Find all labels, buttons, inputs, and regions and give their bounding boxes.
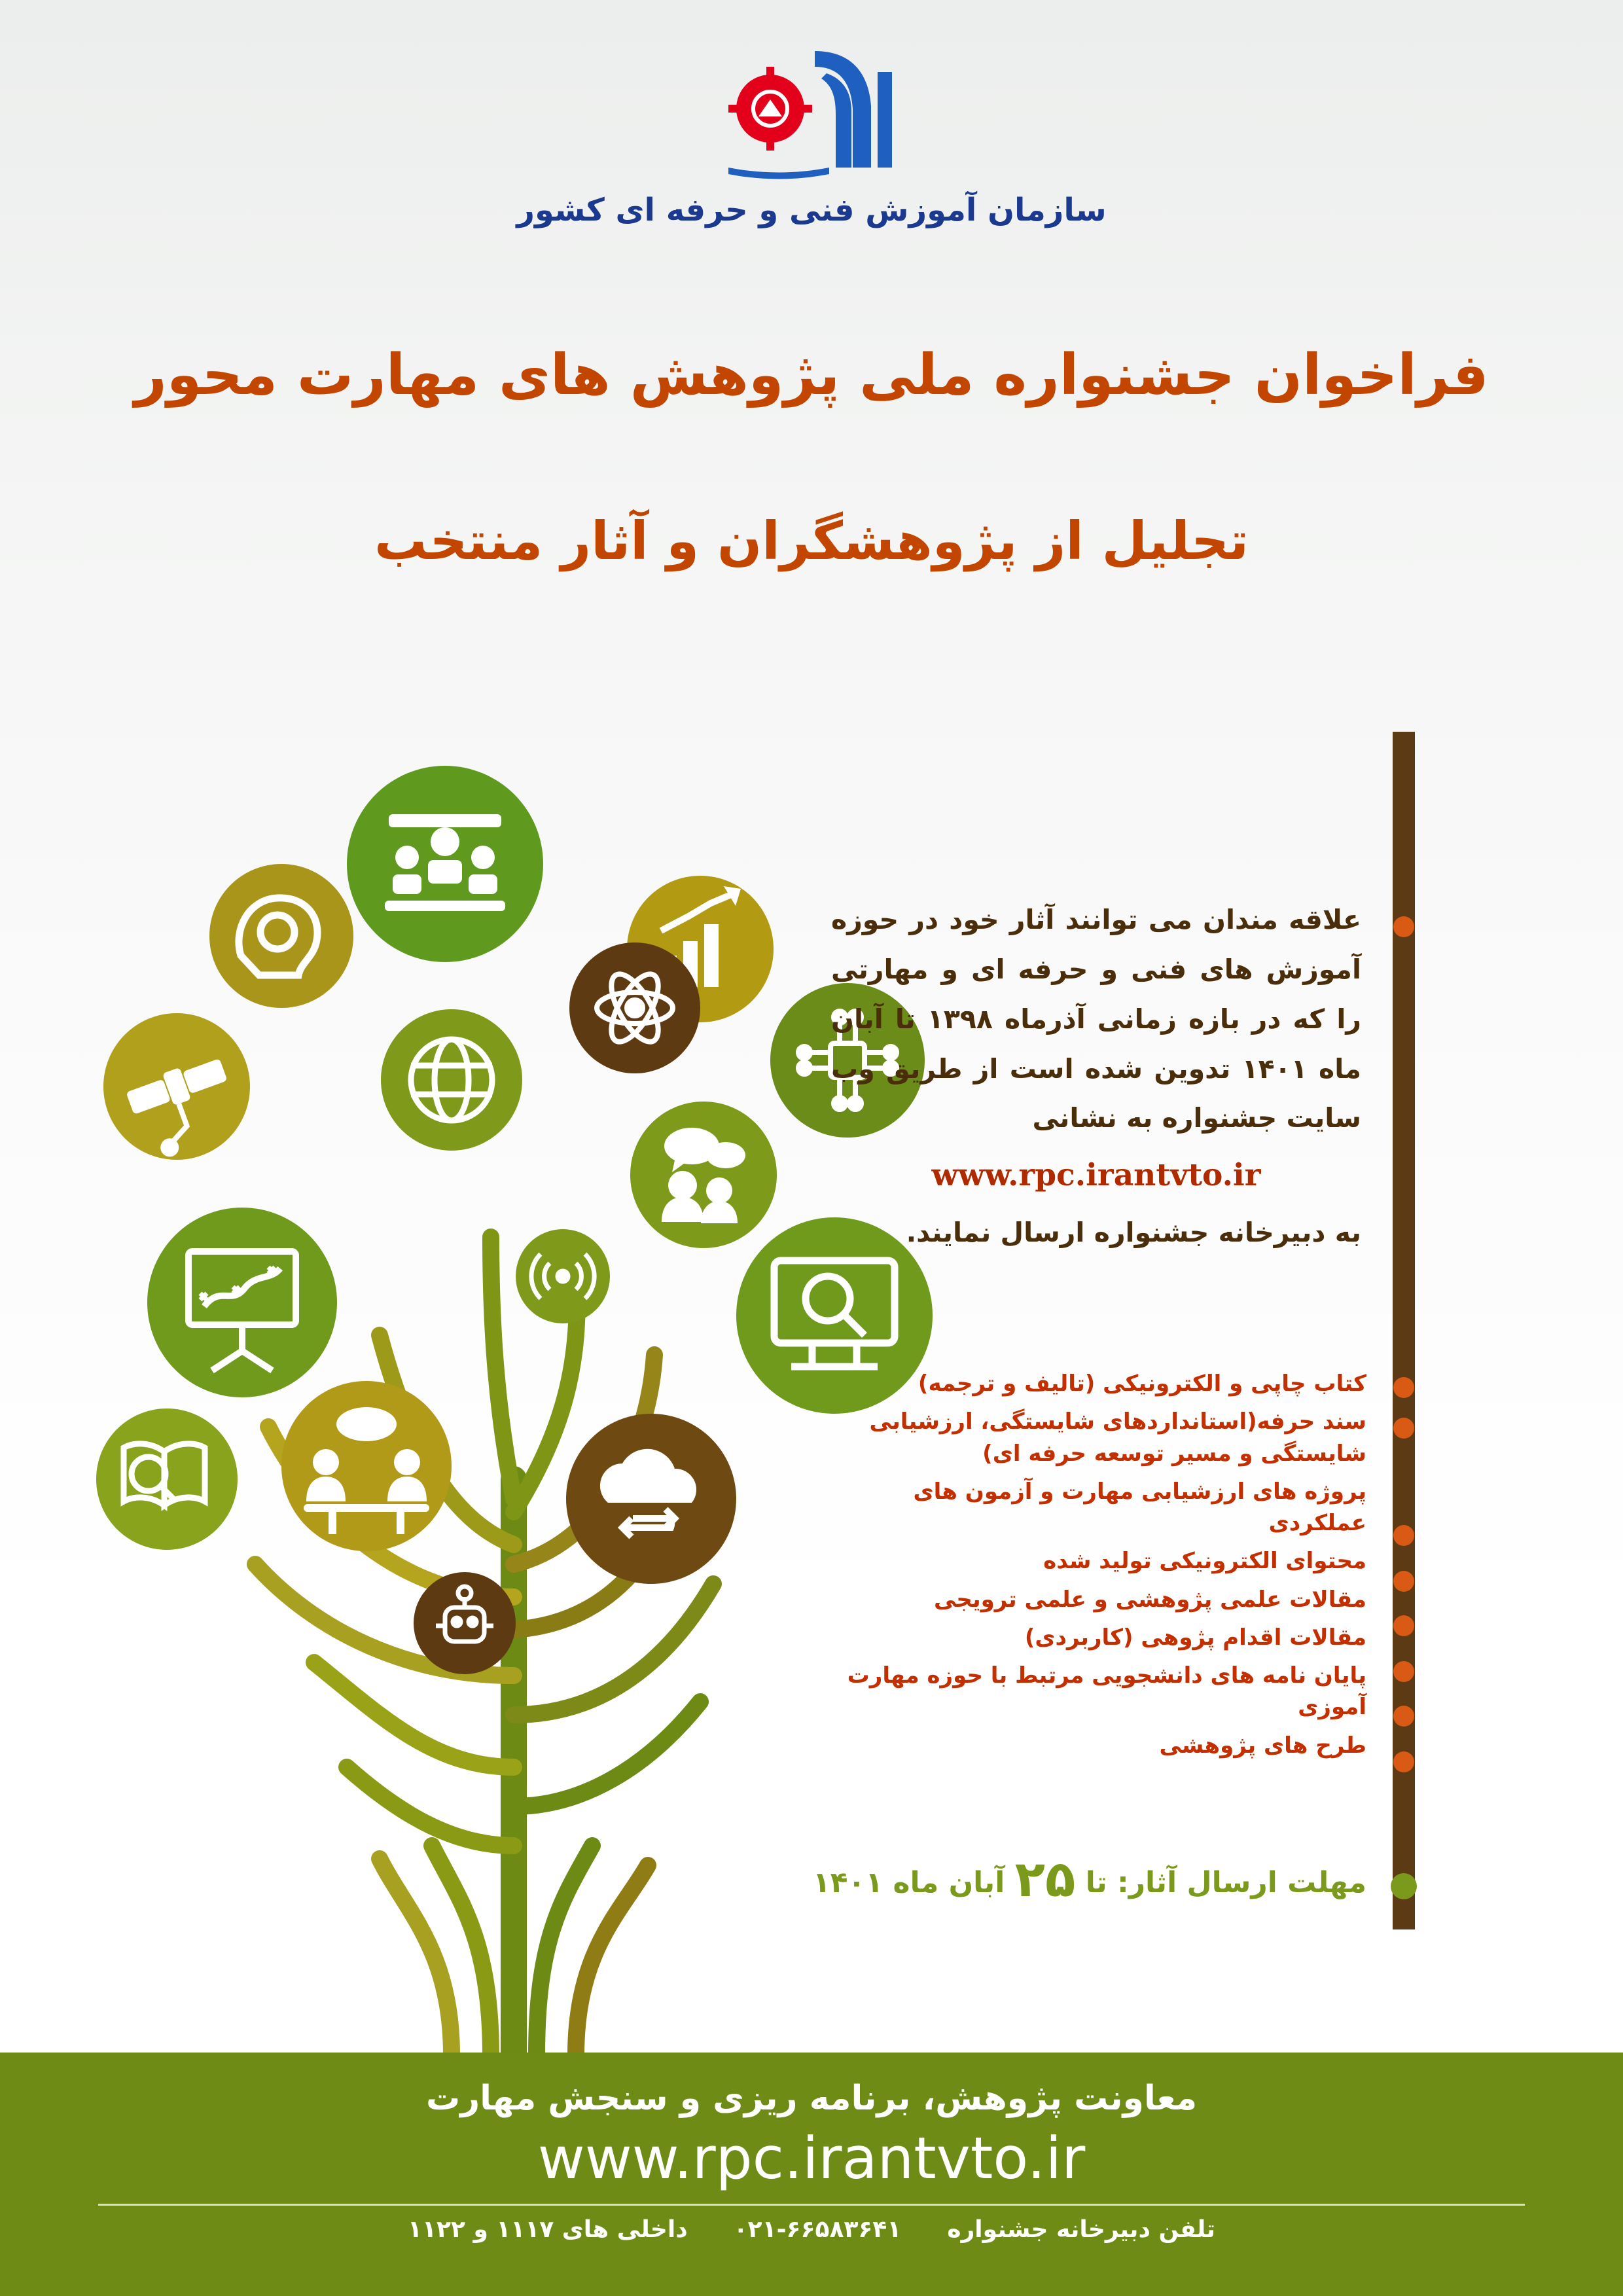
presentation-board-icon (147, 1208, 337, 1397)
bullet-dot-cat-2 (1393, 1418, 1414, 1439)
vertical-accent-bar (1393, 732, 1415, 1929)
bullet-dot-cat-5 (1393, 1615, 1414, 1636)
bullet-dot-cat-4 (1393, 1571, 1414, 1592)
list-item: محتوای الکترونیکی تولید شده (1043, 1548, 1366, 1575)
list-item: مقالات علمی پژوهشی و علمی ترویجی (933, 1586, 1366, 1613)
header-logo-block (0, 46, 1623, 228)
bullet-dot-cat-1 (1393, 1377, 1414, 1398)
list-item: پروژه های ارزشیابی مهارت و آزمون های عملکردی (913, 1478, 1366, 1537)
people-chat-icon (630, 1102, 777, 1248)
irantvto-logo-icon (717, 46, 906, 187)
festival-website-url[interactable]: www.rpc.irantvto.ir (931, 1157, 1261, 1194)
deadline-day: ۲۵ (1014, 1850, 1076, 1908)
list-item: مقالات اقدام پژوهی (کاربردی) (1024, 1624, 1366, 1651)
paragraph-part-one: علاقه مندان می توانند آثار خود در حوزه آموزش های فنی و حرفه ای و مهارتی را که در بازه زمانی آذرماه ۱۳۹۸ تا آبان ماه ۱۴۰۱ تدوین شده است از طریق وب سایت جشنواره به نشانی (831, 904, 1361, 1134)
submission-deadline (804, 1850, 1366, 1908)
paragraph-part-two: به دبیرخانه جشنواره ارسال نمایند. (906, 1217, 1361, 1249)
bullet-dot-deadline (1391, 1873, 1417, 1899)
list-item: طرح های پژوهشی (1159, 1732, 1366, 1759)
footer-extensions: داخلی های ۱۱۱۷ و ۱۱۲۲ (408, 2216, 688, 2243)
gear-head-icon (209, 864, 353, 1008)
bullet-dot-cat-3 (1393, 1525, 1414, 1546)
footer-department-title: معاونت پژوهش، برنامه ریزی و سنجش مهارت (425, 2079, 1198, 2118)
submission-categories-list (817, 1368, 1366, 1768)
footer-divider (98, 2204, 1525, 2206)
poster-footer (0, 2053, 1623, 2296)
bullet-dot-cat-7 (1393, 1706, 1414, 1727)
organization-name: سازمان آموزش فنی و حرفه ای کشور (516, 192, 1107, 228)
poster-main-title: فراخوان جشنواره ملی پژوهش های مهارت محور (134, 342, 1489, 408)
call-for-papers-paragraph (831, 895, 1361, 1258)
teamwork-idea-icon (281, 1381, 452, 1551)
globe-icon (381, 1009, 522, 1151)
deadline-prefix: مهلت ارسال آثار: تا (1085, 1866, 1366, 1899)
list-item: پایان نامه های دانشجویی مرتبط با حوزه مهارت آموزی (847, 1662, 1366, 1721)
poster-subtitle: تجلیل از پژوهشگران و آثار منتخب (374, 511, 1249, 571)
footer-website-url[interactable]: www.rpc.irantvto.ir (537, 2125, 1086, 2192)
deadline-suffix: آبان ماه ۱۴۰۱ (812, 1866, 1005, 1899)
bullet-dot-paragraph (1393, 916, 1414, 937)
list-item: کتاب چاپی و الکترونیکی (تالیف و ترجمه) (918, 1371, 1366, 1397)
bullet-dot-cat-8 (1393, 1751, 1414, 1772)
footer-phone-number: ۰۲۱-۶۶۵۸۳۶۴۱ (733, 2216, 902, 2243)
list-item: سند حرفه(استانداردهای شایستگی، ارزشیابی شایستگی و مسیر توسعه حرفه ای) (869, 1408, 1366, 1467)
footer-contact-row (0, 2216, 1623, 2243)
bullet-dot-cat-6 (1393, 1661, 1414, 1682)
footer-phone-label: تلفن دبیرخانه جشنواره (947, 2216, 1215, 2243)
